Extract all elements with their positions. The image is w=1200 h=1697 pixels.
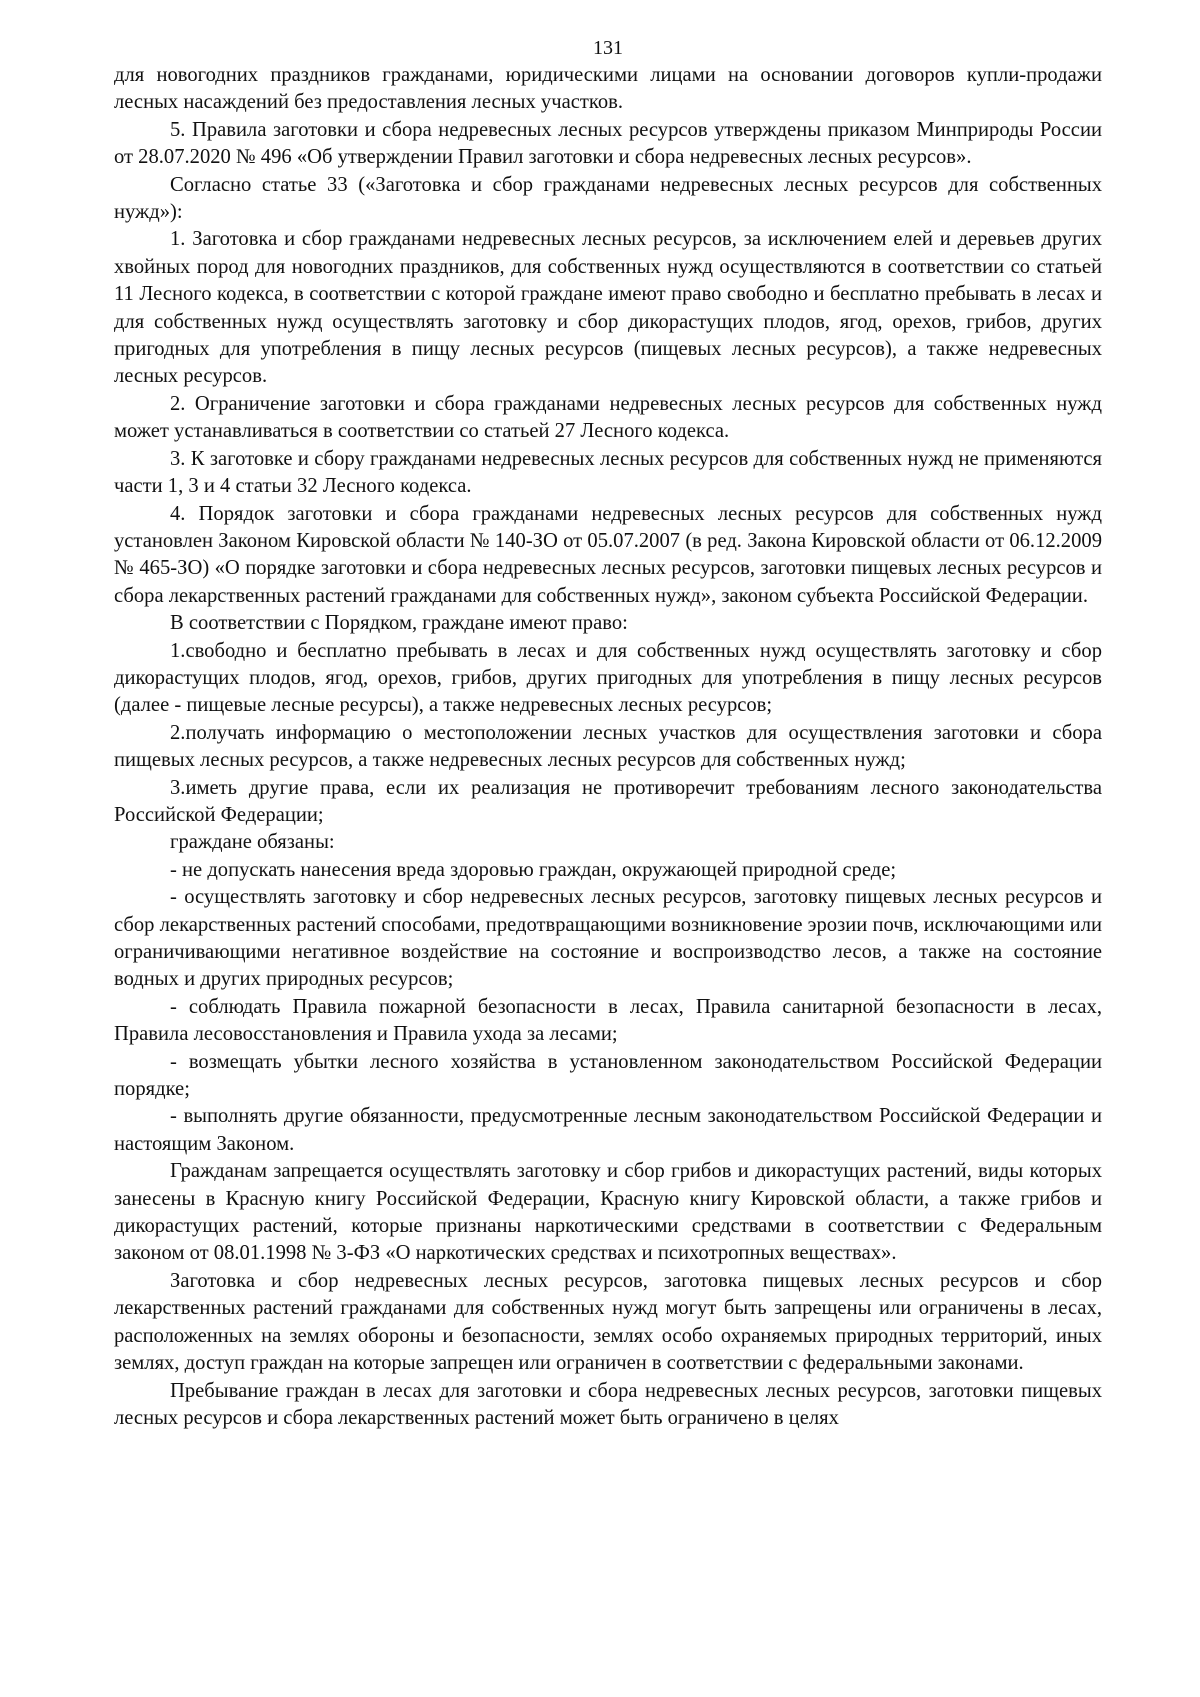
paragraph-article-33: Согласно статье 33 («Заготовка и сбор гражданами недревесных лесных ресурсов для собственных нужд»):	[114, 173, 1102, 224]
paragraph-article-33-item-4: 4. Порядок заготовки и сбора гражданами недревесных лесных ресурсов для собственных нужд установлен Законом Кировской области № 140-ЗО от 05.07.2007 (в ред. Закона Кировской области от 06.12.2009 № 465-ЗО) «О порядке заготовки и сбора недревесных лесных ресурсов, заготовки пищевых лесных ресурсов и сбора лекарственных растений гражданами для собственных нужд», законом субъекта Российской Федерации.	[114, 502, 1102, 607]
paragraph-continuation: для новогодних праздников гражданами, юридическими лицами на основании договоров купли-продажи лесных насаждений без предоставления лесных участков.	[114, 64, 1102, 114]
paragraph-right-2: 2.получать информацию о местоположении лесных участков для осуществления заготовки и сбора пищевых лесных ресурсов, а также недревесных лесных ресурсов для собственных нужд;	[114, 721, 1102, 772]
paragraph-duty-1: - не допускать нанесения вреда здоровью граждан, окружающей природной среде;	[170, 858, 897, 881]
paragraph-duties-intro: граждане обязаны:	[170, 831, 335, 854]
document-body	[114, 62, 1102, 1432]
paragraph-duty-3: - соблюдать Правила пожарной безопасности в лесах, Правила санитарной безопасности в лесах, Правила лесовосстановления и Правила ухода за лесами;	[114, 995, 1102, 1046]
paragraph-duty-4: - возмещать убытки лесного хозяйства в установленном законодательством Российской Федерации порядке;	[114, 1050, 1102, 1101]
paragraph-duty-5: - выполнять другие обязанности, предусмотренные лесным законодательством Российской Федерации и настоящим Законом.	[114, 1105, 1102, 1155]
paragraph-rights-intro: В соответствии с Порядком, граждане имеют право:	[170, 612, 628, 635]
page-number: 131	[593, 37, 623, 59]
paragraph-item-5-rules: 5. Правила заготовки и сбора недревесных лесных ресурсов утверждены приказом Минприроды России от 28.07.2020 № 496 «Об утверждении Правил заготовки и сбора недревесных лесных ресурсов».	[114, 118, 1102, 169]
paragraph-article-33-item-2: 2. Ограничение заготовки и сбора гражданами недревесных лесных ресурсов для собственных нужд может устанавливаться в соответствии со статьей 27 Лесного кодекса.	[114, 392, 1102, 443]
paragraph-duty-2: - осуществлять заготовку и сбор недревесных лесных ресурсов, заготовку пищевых лесных ресурсов и сбор лекарственных растений способами, предотвращающими возникновение эрозии почв, исключающими или ограничивающими негативное воздействие на состояние и воспроизводство лесов, а также на состояние водных и других природных ресурсов;	[114, 886, 1102, 991]
paragraph-article-33-item-3: 3. К заготовке и сбору гражданами недревесных лесных ресурсов для собственных нужд не применяются части 1, 3 и 4 статьи 32 Лесного кодекса.	[114, 447, 1102, 498]
paragraph-right-1: 1.свободно и бесплатно пребывать в лесах и для собственных нужд осуществлять заготовку и сбор дикорастущих плодов, ягод, орехов, грибов, других пригодных для употребления в пищу лесных ресурсов (далее - пищевые лесные ресурсы), а также недревесных лесных ресурсов;	[114, 639, 1102, 717]
paragraph-restriction-lands: Заготовка и сбор недревесных лесных ресурсов, заготовка пищевых лесных ресурсов и сбор лекарственных растений гражданами для собственных нужд могут быть запрещены или ограничены в лесах, расположенных на землях обороны и безопасности, землях особо охраняемых природных территорий, иных землях, доступ граждан на которые запрещен или ограничен в соответствии с федеральными законами.	[114, 1269, 1102, 1375]
paragraph-stay-restriction: Пребывание граждан в лесах для заготовки и сбора недревесных лесных ресурсов, заготовки пищевых лесных ресурсов и сбора лекарственных растений может быть ограничено в целях	[114, 1379, 1102, 1429]
paragraph-article-33-item-1: 1. Заготовка и сбор гражданами недревесных лесных ресурсов, за исключением елей и деревьев других хвойных пород для новогодних праздников, для собственных нужд осуществляются в соответствии со статьей 11 Лесного кодекса, в соответствии с которой граждане имеют право свободно и бесплатно пребывать в лесах и для собственных нужд осуществлять заготовку и сбор дикорастущих плодов, ягод, орехов, грибов, других пригодных для употребления в пищу лесных ресурсов (пищевых лесных ресурсов), а также недревесных лесных ресурсов.	[114, 228, 1102, 388]
paragraph-right-3: 3.иметь другие права, если их реализация не противоречит требованиям лесного законодательства Российской Федерации;	[114, 776, 1102, 826]
paragraph-prohibition: Гражданам запрещается осуществлять заготовку и сбор грибов и дикорастущих растений, виды которых занесены в Красную книгу Российской Федерации, Красную книгу Кировской области, а также грибов и дикорастущих растений, которые признаны наркотическими средствами в соответствии с Федеральным законом от 08.01.1998 № 3-ФЗ «О наркотических средствах и психотропных веществах».	[114, 1160, 1102, 1265]
